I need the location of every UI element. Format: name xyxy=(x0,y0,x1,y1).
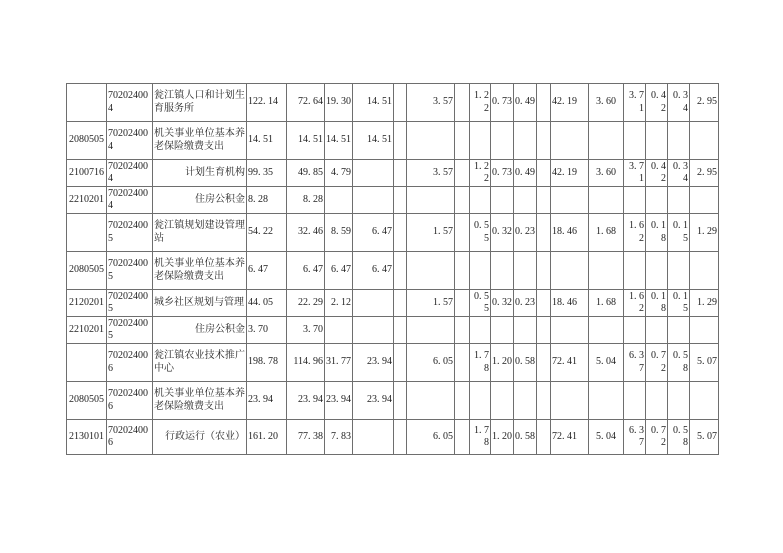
code-cell: 2130101 xyxy=(67,420,107,455)
value-cell xyxy=(514,382,537,420)
spacer-cell xyxy=(455,317,470,344)
value-cell xyxy=(470,122,491,160)
name-cell: 住房公积金 xyxy=(153,187,247,214)
value-cell xyxy=(491,187,514,214)
value-cell: 5. 07 xyxy=(690,344,719,382)
value-cell xyxy=(624,187,646,214)
value-cell xyxy=(589,122,624,160)
value-cell: 0. 18 xyxy=(646,290,668,317)
value-cell xyxy=(353,420,394,455)
value-cell: 23. 94 xyxy=(353,382,394,420)
value-cell xyxy=(470,187,491,214)
value-cell: 3. 71 xyxy=(624,160,646,187)
name-cell: 瓮江镇农业技术推广中心 xyxy=(153,344,247,382)
value-cell: 3. 57 xyxy=(407,84,455,122)
value-cell: 1. 29 xyxy=(690,290,719,317)
code-cell: 2080505 xyxy=(67,252,107,290)
spacer-cell xyxy=(537,187,551,214)
unit-code-cell: 702024004 xyxy=(107,160,153,187)
spacer-cell xyxy=(455,420,470,455)
table-row xyxy=(67,382,719,420)
table-row xyxy=(67,317,719,344)
value-cell: 6. 37 xyxy=(624,344,646,382)
table-body xyxy=(67,84,719,455)
value-cell xyxy=(407,317,455,344)
value-cell: 0. 55 xyxy=(470,290,491,317)
value-cell: 0. 73 xyxy=(491,160,514,187)
value-cell xyxy=(668,252,690,290)
value-cell: 0. 72 xyxy=(646,420,668,455)
value-cell xyxy=(353,290,394,317)
budget-table xyxy=(66,83,719,455)
table-row xyxy=(67,420,719,455)
spacer-cell xyxy=(455,290,470,317)
value-cell xyxy=(668,187,690,214)
unit-code-cell: 702024004 xyxy=(107,84,153,122)
spacer-cell xyxy=(455,187,470,214)
value-cell: 1. 57 xyxy=(407,290,455,317)
value-cell: 0. 34 xyxy=(668,84,690,122)
spacer-cell xyxy=(394,420,407,455)
value-cell: 77. 38 xyxy=(287,420,325,455)
value-cell: 0. 72 xyxy=(646,344,668,382)
unit-code-cell: 702024004 xyxy=(107,187,153,214)
spacer-cell xyxy=(537,290,551,317)
value-cell: 0. 32 xyxy=(491,290,514,317)
spacer-cell xyxy=(537,252,551,290)
spacer-cell xyxy=(537,420,551,455)
value-cell xyxy=(551,252,589,290)
value-cell xyxy=(646,317,668,344)
value-cell xyxy=(551,187,589,214)
value-cell: 6. 47 xyxy=(247,252,287,290)
value-cell xyxy=(624,317,646,344)
value-cell xyxy=(646,252,668,290)
value-cell xyxy=(690,317,719,344)
value-cell xyxy=(646,122,668,160)
value-cell xyxy=(646,382,668,420)
table-row xyxy=(67,84,719,122)
spacer-cell xyxy=(455,84,470,122)
value-cell: 6. 05 xyxy=(407,344,455,382)
value-cell: 14. 51 xyxy=(287,122,325,160)
value-cell xyxy=(491,122,514,160)
value-cell: 0. 58 xyxy=(514,420,537,455)
unit-code-cell: 702024006 xyxy=(107,420,153,455)
value-cell: 0. 23 xyxy=(514,214,537,252)
spacer-cell xyxy=(537,382,551,420)
value-cell xyxy=(589,317,624,344)
value-cell xyxy=(668,382,690,420)
table-row xyxy=(67,214,719,252)
spacer-cell xyxy=(537,344,551,382)
value-cell: 0. 58 xyxy=(668,344,690,382)
value-cell xyxy=(668,317,690,344)
spacer-cell xyxy=(455,344,470,382)
table-row xyxy=(67,187,719,214)
value-cell: 6. 47 xyxy=(325,252,353,290)
value-cell xyxy=(514,317,537,344)
value-cell: 18. 46 xyxy=(551,290,589,317)
value-cell xyxy=(624,252,646,290)
name-cell: 机关事业单位基本养老保险缴费支出 xyxy=(153,122,247,160)
value-cell: 5. 04 xyxy=(589,420,624,455)
value-cell: 14. 51 xyxy=(325,122,353,160)
value-cell: 72. 64 xyxy=(287,84,325,122)
spacer-cell xyxy=(455,382,470,420)
value-cell: 1. 22 xyxy=(470,160,491,187)
value-cell: 1. 20 xyxy=(491,420,514,455)
code-cell: 2080505 xyxy=(67,122,107,160)
value-cell: 0. 34 xyxy=(668,160,690,187)
value-cell: 0. 32 xyxy=(491,214,514,252)
value-cell: 3. 70 xyxy=(247,317,287,344)
value-cell xyxy=(589,252,624,290)
value-cell: 2. 95 xyxy=(690,160,719,187)
value-cell xyxy=(551,382,589,420)
value-cell xyxy=(690,252,719,290)
spacer-cell xyxy=(455,252,470,290)
value-cell xyxy=(491,252,514,290)
unit-code-cell: 702024005 xyxy=(107,214,153,252)
value-cell xyxy=(551,122,589,160)
spacer-cell xyxy=(394,317,407,344)
unit-code-cell: 702024006 xyxy=(107,382,153,420)
unit-code-cell: 702024004 xyxy=(107,122,153,160)
value-cell: 54. 22 xyxy=(247,214,287,252)
value-cell: 23. 94 xyxy=(325,382,353,420)
value-cell: 3. 60 xyxy=(589,160,624,187)
value-cell: 44. 05 xyxy=(247,290,287,317)
code-cell xyxy=(67,214,107,252)
value-cell xyxy=(491,382,514,420)
value-cell: 72. 41 xyxy=(551,420,589,455)
value-cell: 198. 78 xyxy=(247,344,287,382)
value-cell xyxy=(407,122,455,160)
table-row xyxy=(67,290,719,317)
value-cell: 1. 78 xyxy=(470,420,491,455)
value-cell: 1. 68 xyxy=(589,290,624,317)
value-cell xyxy=(353,187,394,214)
value-cell: 7. 83 xyxy=(325,420,353,455)
table-row xyxy=(67,122,719,160)
spacer-cell xyxy=(394,214,407,252)
value-cell xyxy=(325,317,353,344)
value-cell: 42. 19 xyxy=(551,84,589,122)
spacer-cell xyxy=(394,187,407,214)
code-cell xyxy=(67,344,107,382)
spacer-cell xyxy=(537,214,551,252)
value-cell xyxy=(668,122,690,160)
value-cell: 0. 42 xyxy=(646,160,668,187)
value-cell: 4. 79 xyxy=(325,160,353,187)
code-cell: 2210201 xyxy=(67,317,107,344)
value-cell: 14. 51 xyxy=(247,122,287,160)
spacer-cell xyxy=(394,344,407,382)
value-cell xyxy=(589,382,624,420)
name-cell: 计划生育机构 xyxy=(153,160,247,187)
value-cell: 6. 47 xyxy=(287,252,325,290)
spacer-cell xyxy=(394,84,407,122)
value-cell: 0. 58 xyxy=(514,344,537,382)
spacer-cell xyxy=(394,290,407,317)
value-cell: 0. 58 xyxy=(668,420,690,455)
value-cell xyxy=(690,382,719,420)
value-cell: 2. 95 xyxy=(690,84,719,122)
value-cell: 31. 77 xyxy=(325,344,353,382)
value-cell: 1. 22 xyxy=(470,84,491,122)
spacer-cell xyxy=(537,84,551,122)
value-cell xyxy=(407,187,455,214)
value-cell: 32. 46 xyxy=(287,214,325,252)
value-cell: 23. 94 xyxy=(287,382,325,420)
value-cell: 0. 49 xyxy=(514,84,537,122)
value-cell: 0. 73 xyxy=(491,84,514,122)
name-cell: 瓮江镇人口和计划生育服务所 xyxy=(153,84,247,122)
value-cell: 6. 47 xyxy=(353,214,394,252)
code-cell: 2100716 xyxy=(67,160,107,187)
value-cell xyxy=(491,317,514,344)
value-cell: 1. 29 xyxy=(690,214,719,252)
value-cell: 1. 78 xyxy=(470,344,491,382)
table-row xyxy=(67,344,719,382)
value-cell: 14. 51 xyxy=(353,84,394,122)
value-cell: 8. 28 xyxy=(287,187,325,214)
table-row xyxy=(67,252,719,290)
value-cell: 0. 15 xyxy=(668,290,690,317)
value-cell: 3. 71 xyxy=(624,84,646,122)
value-cell: 23. 94 xyxy=(353,344,394,382)
value-cell xyxy=(551,317,589,344)
code-cell xyxy=(67,84,107,122)
value-cell xyxy=(690,122,719,160)
value-cell xyxy=(407,382,455,420)
unit-code-cell: 702024005 xyxy=(107,290,153,317)
value-cell: 6. 05 xyxy=(407,420,455,455)
value-cell xyxy=(470,382,491,420)
name-cell: 机关事业单位基本养老保险缴费支出 xyxy=(153,252,247,290)
code-cell: 2120201 xyxy=(67,290,107,317)
value-cell: 3. 57 xyxy=(407,160,455,187)
value-cell xyxy=(514,252,537,290)
unit-code-cell: 702024006 xyxy=(107,344,153,382)
spacer-cell xyxy=(394,122,407,160)
value-cell: 1. 57 xyxy=(407,214,455,252)
value-cell: 99. 35 xyxy=(247,160,287,187)
value-cell: 2. 12 xyxy=(325,290,353,317)
value-cell xyxy=(646,187,668,214)
name-cell: 瓮江镇规划建设管理站 xyxy=(153,214,247,252)
value-cell: 3. 60 xyxy=(589,84,624,122)
value-cell: 1. 62 xyxy=(624,290,646,317)
table-row xyxy=(67,160,719,187)
value-cell xyxy=(353,317,394,344)
spacer-cell xyxy=(455,160,470,187)
spacer-cell xyxy=(455,122,470,160)
value-cell: 5. 04 xyxy=(589,344,624,382)
spacer-cell xyxy=(394,160,407,187)
value-cell: 5. 07 xyxy=(690,420,719,455)
value-cell xyxy=(690,187,719,214)
value-cell xyxy=(470,317,491,344)
value-cell: 49. 85 xyxy=(287,160,325,187)
value-cell: 8. 28 xyxy=(247,187,287,214)
value-cell: 72. 41 xyxy=(551,344,589,382)
value-cell: 1. 20 xyxy=(491,344,514,382)
spacer-cell xyxy=(537,122,551,160)
value-cell: 19. 30 xyxy=(325,84,353,122)
value-cell: 1. 62 xyxy=(624,214,646,252)
value-cell xyxy=(514,122,537,160)
value-cell: 6. 47 xyxy=(353,252,394,290)
value-cell: 122. 14 xyxy=(247,84,287,122)
value-cell: 6. 37 xyxy=(624,420,646,455)
value-cell xyxy=(470,252,491,290)
value-cell: 42. 19 xyxy=(551,160,589,187)
name-cell: 机关事业单位基本养老保险缴费支出 xyxy=(153,382,247,420)
value-cell: 3. 70 xyxy=(287,317,325,344)
value-cell: 0. 49 xyxy=(514,160,537,187)
value-cell: 0. 42 xyxy=(646,84,668,122)
value-cell: 14. 51 xyxy=(353,122,394,160)
value-cell xyxy=(325,187,353,214)
name-cell: 城乡社区规划与管理 xyxy=(153,290,247,317)
value-cell: 0. 55 xyxy=(470,214,491,252)
spacer-cell xyxy=(394,382,407,420)
value-cell xyxy=(589,187,624,214)
value-cell xyxy=(624,122,646,160)
value-cell: 0. 23 xyxy=(514,290,537,317)
spacer-cell xyxy=(537,160,551,187)
unit-code-cell: 702024005 xyxy=(107,317,153,344)
value-cell xyxy=(353,160,394,187)
value-cell: 22. 29 xyxy=(287,290,325,317)
name-cell: 行政运行（农业） xyxy=(153,420,247,455)
value-cell: 114. 96 xyxy=(287,344,325,382)
value-cell xyxy=(514,187,537,214)
value-cell xyxy=(407,252,455,290)
value-cell: 23. 94 xyxy=(247,382,287,420)
value-cell: 0. 18 xyxy=(646,214,668,252)
name-cell: 住房公积金 xyxy=(153,317,247,344)
code-cell: 2080505 xyxy=(67,382,107,420)
code-cell: 2210201 xyxy=(67,187,107,214)
value-cell xyxy=(624,382,646,420)
value-cell: 8. 59 xyxy=(325,214,353,252)
spacer-cell xyxy=(455,214,470,252)
value-cell: 0. 15 xyxy=(668,214,690,252)
spacer-cell xyxy=(537,317,551,344)
value-cell: 161. 20 xyxy=(247,420,287,455)
spacer-cell xyxy=(394,252,407,290)
unit-code-cell: 702024005 xyxy=(107,252,153,290)
value-cell: 1. 68 xyxy=(589,214,624,252)
value-cell: 18. 46 xyxy=(551,214,589,252)
